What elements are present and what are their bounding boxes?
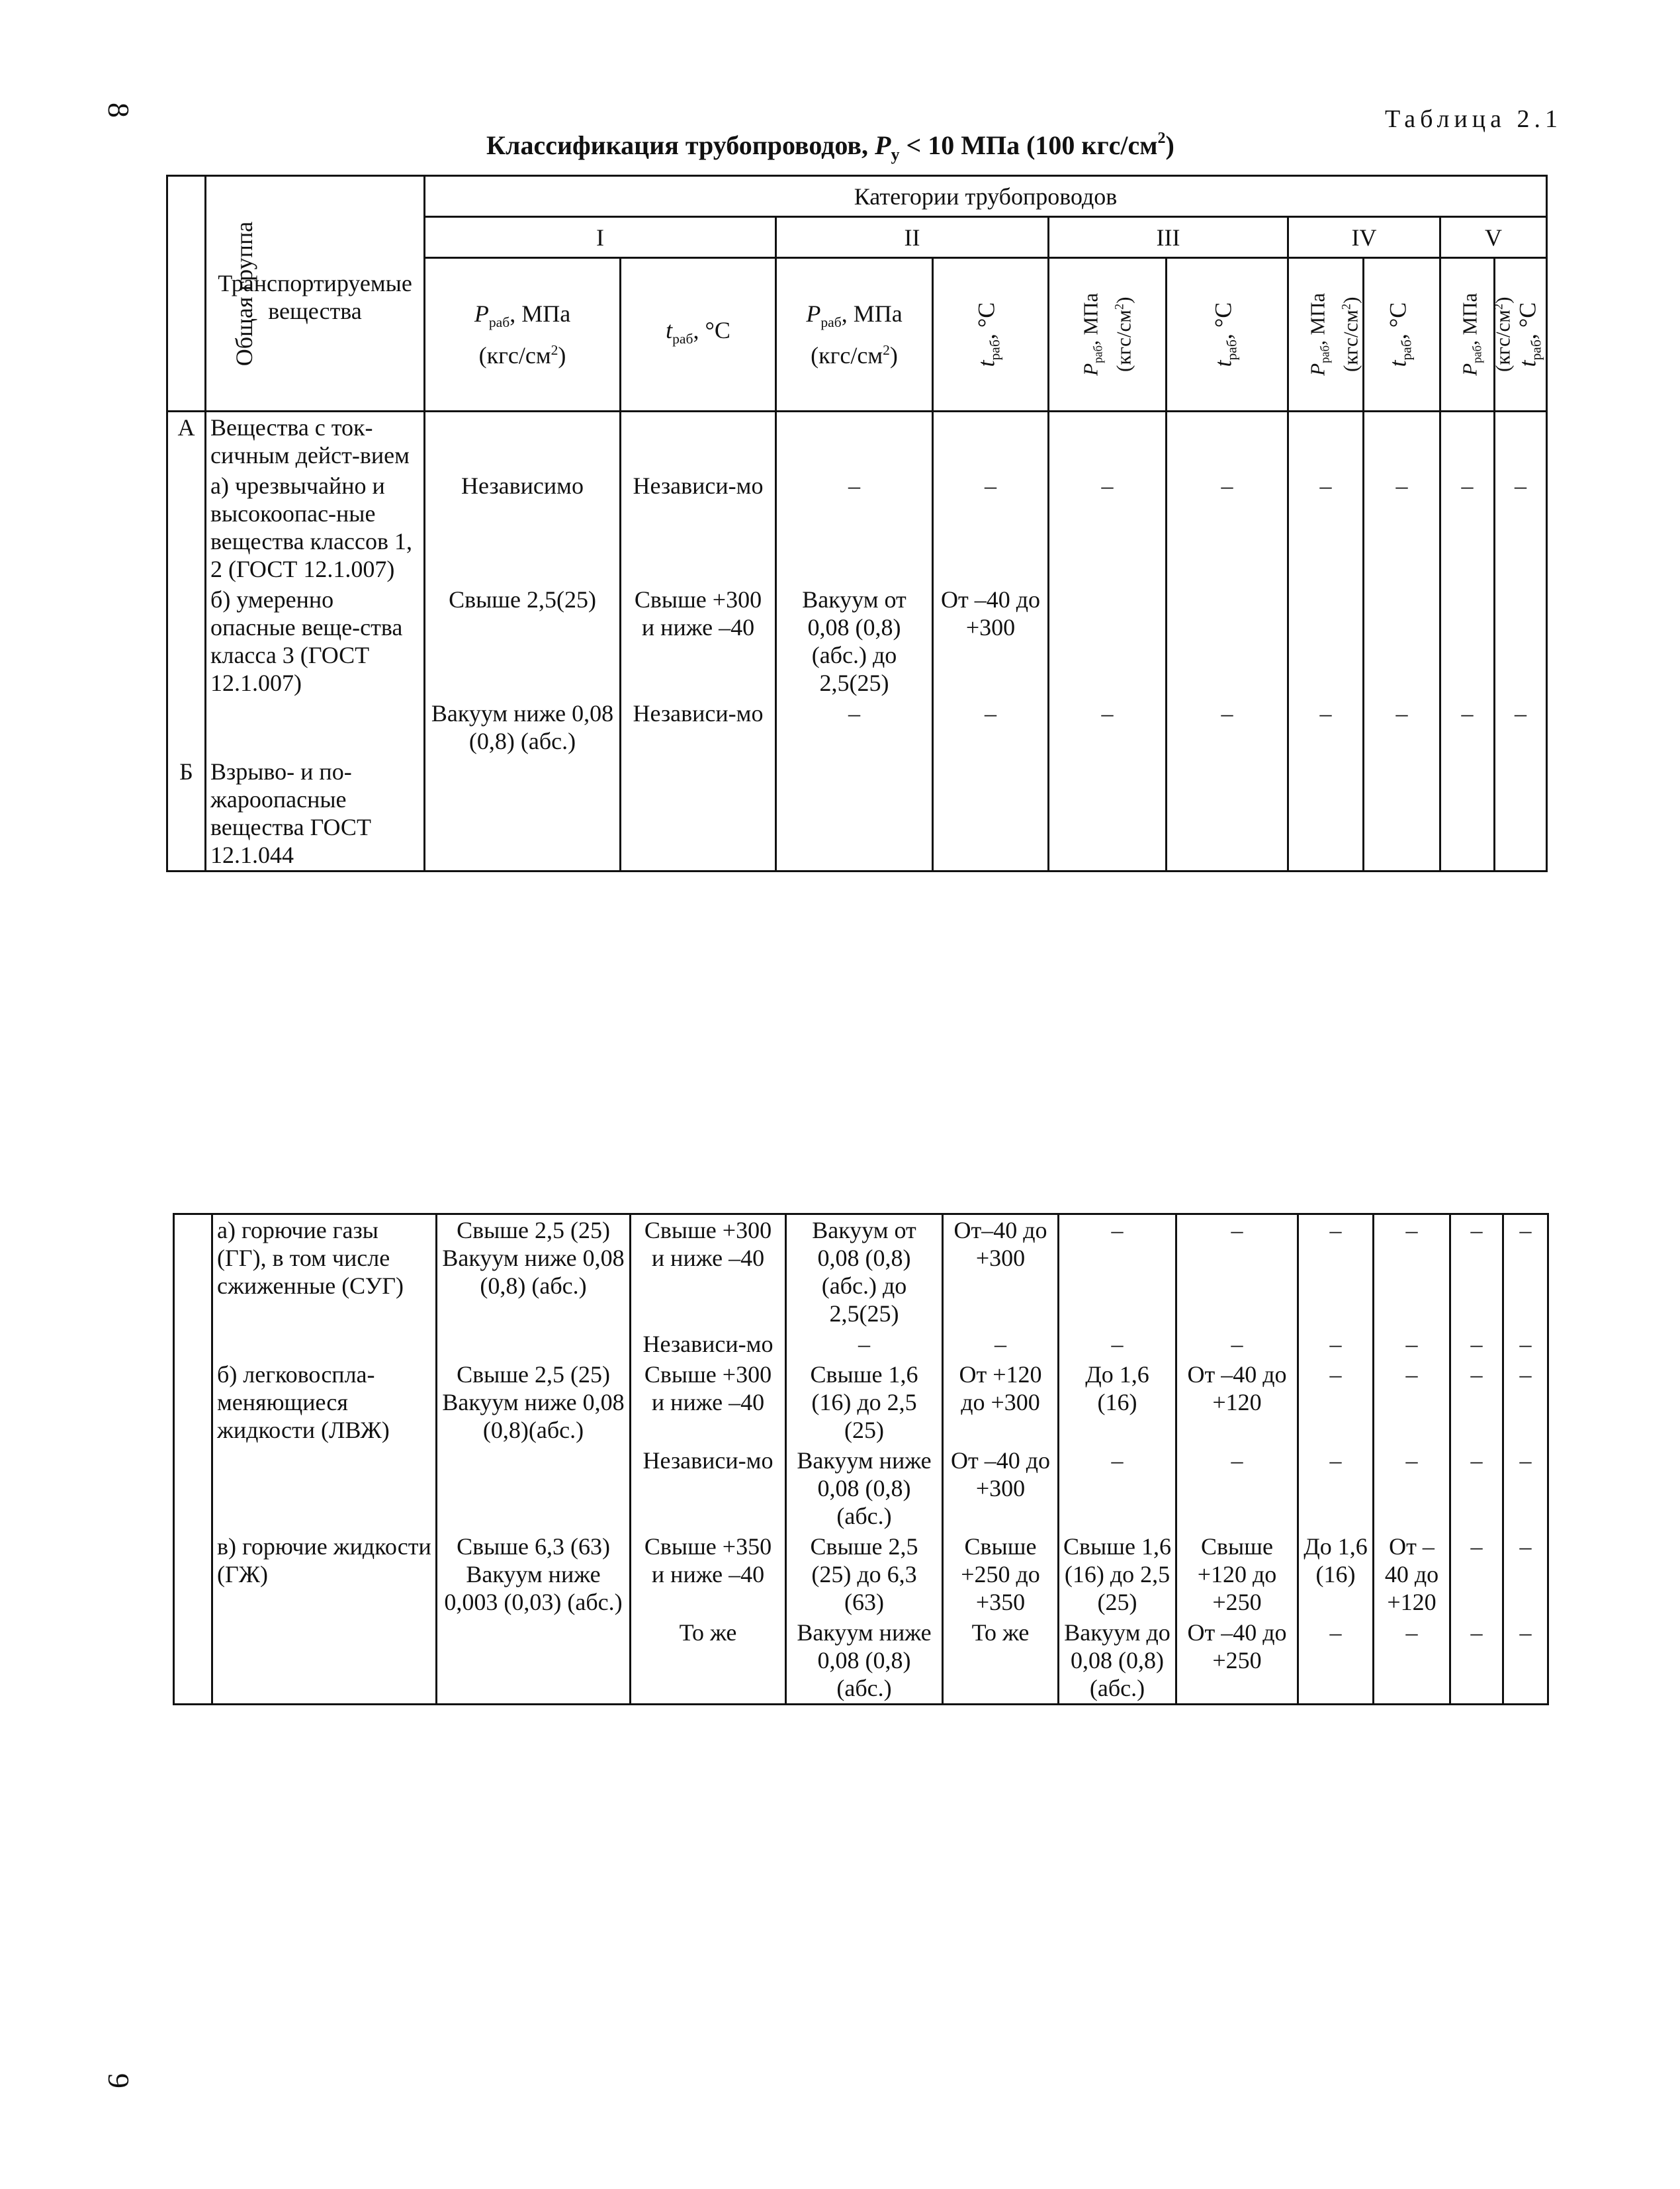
cell-value: – xyxy=(1298,1329,1374,1359)
cell-value: – xyxy=(1495,698,1547,756)
cell-value: Вакуум от 0,08 (0,8) (абс.) до 2,5(25) xyxy=(776,584,933,698)
IV-temp-header: $t_{раб}$, °C xyxy=(1364,258,1440,412)
cell-value: – xyxy=(1450,1329,1503,1359)
table-row xyxy=(174,1617,1548,1705)
cell-value: Независимо xyxy=(425,470,621,584)
cell-value: – xyxy=(1049,698,1167,756)
table-row xyxy=(167,698,1547,756)
substance-name: б) легковоспла-меняющиеся жидкости (ЛВЖ) xyxy=(212,1359,437,1445)
cell-value: – xyxy=(1298,1617,1374,1705)
cell-value: – xyxy=(1440,470,1495,584)
cell-value: Независи-мо xyxy=(621,698,776,756)
II-temp-header: $t_{раб}$, °C xyxy=(933,258,1049,412)
V-pressure-header: $P_{раб}$, МПа $(кгс/см^2)$ xyxy=(1440,258,1495,412)
category-IV: IV xyxy=(1288,217,1440,258)
cell-value: – xyxy=(1374,1214,1450,1329)
table-row xyxy=(174,1214,1548,1329)
cell-value: Вакуум до 0,08 (0,8) (абс.) xyxy=(1059,1617,1176,1705)
cell-value: – xyxy=(1364,470,1440,584)
cell-value: Независи-мо xyxy=(621,470,776,584)
cell-value: – xyxy=(1176,1214,1298,1329)
cell-value: – xyxy=(1503,1329,1548,1359)
cell-value: – xyxy=(1495,470,1547,584)
III-temp-header: $t_{раб}$, °C xyxy=(1167,258,1288,412)
III-pressure-header: $P_{раб}$, МПа $(кгс/см^2)$ xyxy=(1049,258,1167,412)
cell-value: – xyxy=(1176,1329,1298,1359)
substance-name: в) горючие жидкости (ГЖ) xyxy=(212,1531,437,1617)
table-row xyxy=(174,1329,1548,1359)
cell-value: – xyxy=(776,698,933,756)
cell-value: – xyxy=(1298,1214,1374,1329)
table-row xyxy=(174,1445,1548,1531)
page-number-bottom: 9 xyxy=(102,2073,136,2088)
cell-value: – xyxy=(1059,1214,1176,1329)
cell-value: Свыше +300 и ниже –40 xyxy=(621,584,776,698)
cell-value: – xyxy=(933,470,1049,584)
cell-value: – xyxy=(1503,1214,1548,1329)
cell-value: Независи-мо xyxy=(631,1445,786,1531)
cell-value: Свыше +300 и ниже –40 xyxy=(631,1214,786,1329)
cell-value: – xyxy=(1364,698,1440,756)
I-pressure-header: $P_{раб}$, МПа $(кгс/см^2)$ xyxy=(425,258,621,412)
cell-value: – xyxy=(786,1329,943,1359)
category-V: V xyxy=(1440,217,1547,258)
cell-value: Вакуум ниже 0,08 (0,8) (абс.) xyxy=(425,698,621,756)
cell-value: – xyxy=(1176,1445,1298,1531)
substances-col-header: Транспортируемые вещества xyxy=(206,176,425,412)
cell-value: От –40 до +120 xyxy=(1374,1531,1450,1617)
group-col-header: Общая группа xyxy=(167,176,206,412)
categories-header: Категории трубопроводов xyxy=(425,176,1547,217)
cell-value: То же xyxy=(631,1617,786,1705)
cell-value: – xyxy=(1440,698,1495,756)
table-title: Классификация трубопроводов, $P_у < 10$ МПа (100 кгс/$см^2$) xyxy=(486,130,1174,165)
cell-value: Свыше 2,5 (25) Вакуум ниже 0,08 (0,8)(абс.) xyxy=(437,1359,631,1445)
cell-value: – xyxy=(1374,1329,1450,1359)
I-temp-header: $t_{раб}$, °C xyxy=(621,258,776,412)
cell-value: – xyxy=(1049,470,1167,584)
cell-value: От –40 до +250 xyxy=(1176,1617,1298,1705)
cell-value: Свыше +350 и ниже –40 xyxy=(631,1531,786,1617)
cell-value: – xyxy=(1288,698,1364,756)
cell-value: – xyxy=(776,470,933,584)
cell-value: – xyxy=(1167,470,1288,584)
cell-value: Свыше 6,3 (63) Вакуум ниже 0,003 (0,03) (абс.) xyxy=(437,1531,631,1617)
cell-value: – xyxy=(1374,1617,1450,1705)
substance-name: Взрыво- и по-жароопасные вещества ГОСТ 12.1.044 xyxy=(206,756,425,871)
table-label: Таблица 2.1 xyxy=(1384,105,1562,133)
cell-value: От +120 до +300 xyxy=(943,1359,1059,1445)
table-row xyxy=(167,756,1547,871)
cell-value: – xyxy=(1298,1445,1374,1531)
cell-value: – xyxy=(1503,1359,1548,1445)
cell-value: – xyxy=(943,1329,1059,1359)
cell-value: Свыше 2,5(25) xyxy=(425,584,621,698)
cell-value: – xyxy=(1374,1445,1450,1531)
substance-name: а) чрезвычайно и высокоопас-ные вещества классов 1, 2 (ГОСТ 12.1.007) xyxy=(206,470,425,584)
II-pressure-header: $P_{раб}$, МПа $(кгс/см^2)$ xyxy=(776,258,933,412)
cell-value: Свыше +250 до +350 xyxy=(943,1531,1059,1617)
substance-name: б) умеренно опасные веще-ства класса 3 (ГОСТ 12.1.007) xyxy=(206,584,425,698)
cell-value: – xyxy=(1298,1359,1374,1445)
cell-value: От –40 до +120 xyxy=(1176,1359,1298,1445)
cell-value: От–40 до +300 xyxy=(943,1214,1059,1329)
table-row xyxy=(174,1359,1548,1445)
cell-value: От –40 до +300 xyxy=(943,1445,1059,1531)
category-III: III xyxy=(1049,217,1288,258)
group-letter-A: А xyxy=(167,412,206,471)
cell-value: Свыше 2,5 (25) Вакуум ниже 0,08 (0,8) (абс.) xyxy=(437,1214,631,1329)
cell-value: – xyxy=(1059,1445,1176,1531)
cell-value: – xyxy=(1503,1531,1548,1617)
cell-value: То же xyxy=(943,1617,1059,1705)
cell-value: Свыше 2,5 (25) до 6,3 (63) xyxy=(786,1531,943,1617)
cell-value: – xyxy=(1450,1214,1503,1329)
cell-value: – xyxy=(1450,1531,1503,1617)
table-row xyxy=(174,1531,1548,1617)
table-row xyxy=(167,584,1547,698)
classification-table-part2 xyxy=(173,1213,1549,1705)
group-letter-B: Б xyxy=(167,756,206,871)
cell-value: Вакуум от 0,08 (0,8)(абс.) до 2,5(25) xyxy=(786,1214,943,1329)
cell-value: – xyxy=(1288,470,1364,584)
cell-value: От –40 до +300 xyxy=(933,584,1049,698)
cell-value: – xyxy=(1450,1359,1503,1445)
cell-value: Свыше 1,6 (16) до 2,5 (25) xyxy=(786,1359,943,1445)
table-row xyxy=(167,470,1547,584)
cell-value: Свыше +300 и ниже –40 xyxy=(631,1359,786,1445)
cell-value: – xyxy=(1503,1617,1548,1705)
substance-name: Вещества с ток-сичным дейст-вием xyxy=(206,412,425,471)
V-temp-header: $t_{раб}$, °C xyxy=(1495,258,1547,412)
category-I: I xyxy=(425,217,776,258)
cell-value: – xyxy=(1450,1445,1503,1531)
cell-value: До 1,6 (16) xyxy=(1059,1359,1176,1445)
IV-pressure-header: $P_{раб}$, МПа $(кгс/см^2)$ xyxy=(1288,258,1364,412)
cell-value: Свыше +120 до +250 xyxy=(1176,1531,1298,1617)
cell-value: Вакуум ниже 0,08 (0,8) (абс.) xyxy=(786,1617,943,1705)
cell-value: Свыше 1,6 (16) до 2,5 (25) xyxy=(1059,1531,1176,1617)
category-II: II xyxy=(776,217,1049,258)
cell-value: – xyxy=(1450,1617,1503,1705)
page-number-top: 8 xyxy=(102,103,136,118)
substance-name: а) горючие газы (ГГ), в том числе сжиженные (СУГ) xyxy=(212,1214,437,1329)
cell-value: – xyxy=(1059,1329,1176,1359)
cell-value: Вакуум ниже 0,08 (0,8) (абс.) xyxy=(786,1445,943,1531)
cell-value: – xyxy=(933,698,1049,756)
cell-value: – xyxy=(1503,1445,1548,1531)
cell-value: До 1,6 (16) xyxy=(1298,1531,1374,1617)
cell-value: – xyxy=(1374,1359,1450,1445)
table-row xyxy=(167,412,1547,471)
classification-table-part1 xyxy=(166,175,1548,872)
cell-value: – xyxy=(1167,698,1288,756)
cell-value: Независи-мо xyxy=(631,1329,786,1359)
